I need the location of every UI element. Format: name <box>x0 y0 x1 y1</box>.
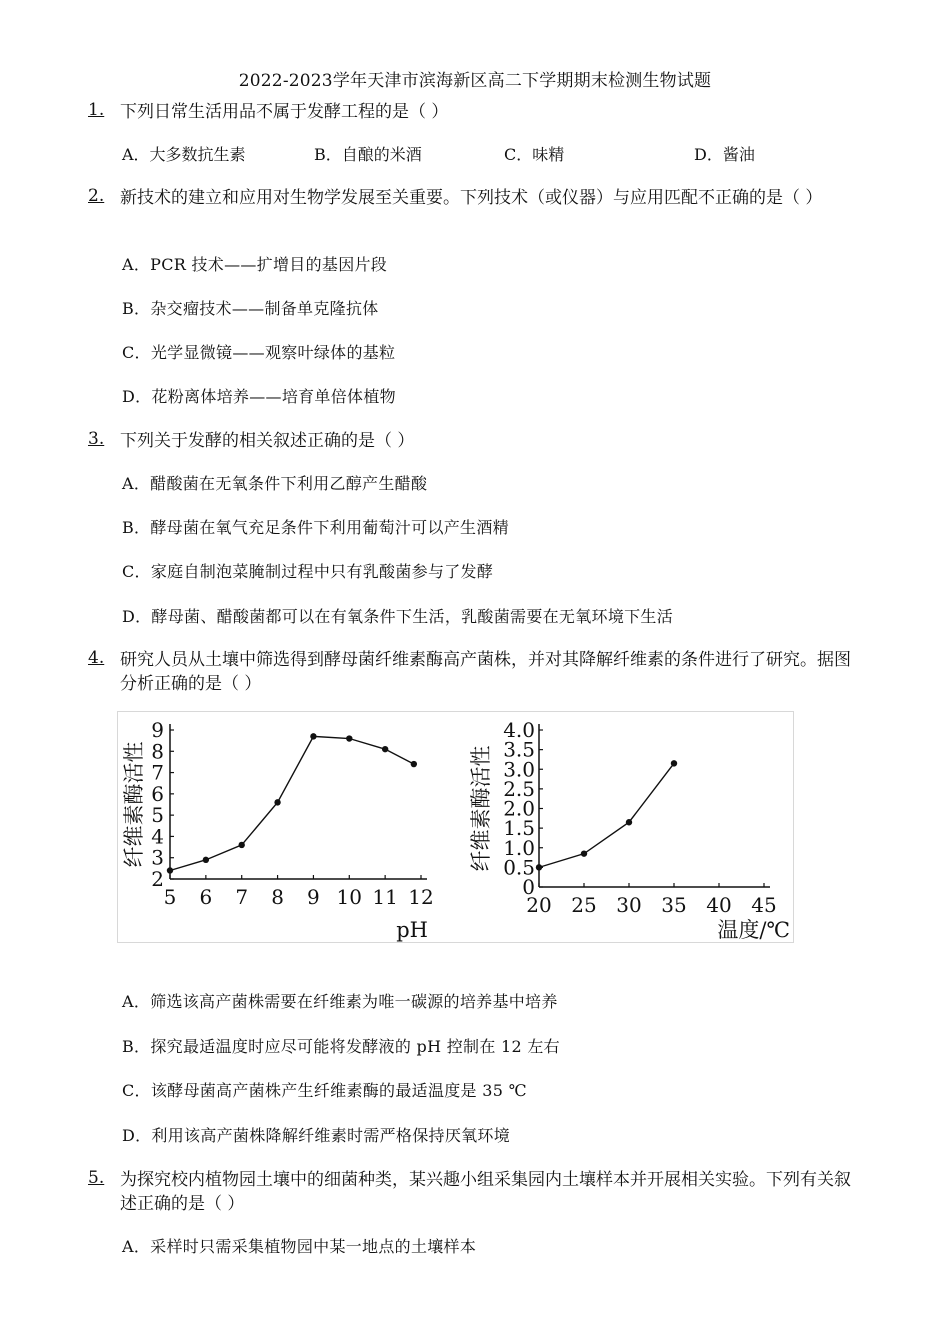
x-tick-label: 12 <box>408 885 434 909</box>
y-tick-label: 3 <box>151 845 164 870</box>
option-a: A．PCR 技术——扩增目的基因片段 <box>122 255 388 274</box>
data-point <box>239 842 245 848</box>
option-d: D．花粉离体培养——培育单倍体植物 <box>122 387 396 406</box>
x-tick-label: 20 <box>526 893 552 917</box>
y-tick-label: 9 <box>151 718 164 742</box>
question-number: 2. <box>88 186 105 206</box>
y-tick-label: 6 <box>151 781 164 806</box>
option-a: A．大多数抗生素 <box>122 145 246 164</box>
x-axis-label: 温度/℃ <box>717 918 790 942</box>
y-tick-label: 0.5 <box>503 855 535 880</box>
question-stem: 下列日常生活用品不属于发酵工程的是（ ） <box>120 102 449 122</box>
option-a: A．筛选该高产菌株需要在纤维素为唯一碳源的培养基中培养 <box>122 992 558 1011</box>
series-line <box>539 763 674 867</box>
figure-charts <box>117 711 794 943</box>
option-b: B．酵母菌在氧气充足条件下利用葡萄汁可以产生酒精 <box>122 518 509 537</box>
x-tick-label: 35 <box>661 893 687 917</box>
option-a: A．醋酸菌在无氧条件下利用乙醇产生醋酸 <box>122 474 428 493</box>
option-a: A．采样时只需采集植物园中某一地点的土壤样本 <box>122 1237 477 1256</box>
question-stem: 研究人员从土壤中筛选得到酵母菌纤维素酶高产菌株，并对其降解纤维素的条件进行了研究。据图分析正确的是（ ） <box>120 650 851 694</box>
option-b: B．自酿的米酒 <box>314 145 422 164</box>
option-c: C．味精 <box>504 145 565 164</box>
question-stem: 下列关于发酵的相关叙述正确的是（ ） <box>120 431 415 451</box>
y-tick-label: 2.5 <box>503 776 535 801</box>
y-tick-label: 3.0 <box>503 757 535 782</box>
question-number: 5. <box>88 1168 105 1188</box>
question-stem: 新技术的建立和应用对生物学发展至关重要。下列技术（或仪器）与应用匹配不正确的是（ ） <box>120 188 823 208</box>
x-tick-label: 30 <box>616 893 642 917</box>
x-tick-label: 8 <box>271 885 284 909</box>
option-c: C．该酵母菌高产菌株产生纤维素酶的最适温度是 35 ℃ <box>122 1081 527 1100</box>
question-number: 1. <box>88 100 105 120</box>
x-axis-label: pH <box>396 918 428 942</box>
y-axis-label: 纤维素酶活性 <box>122 741 146 868</box>
option-d: D．酱油 <box>694 145 755 164</box>
series-line <box>170 736 414 870</box>
data-point <box>626 819 632 825</box>
data-point <box>411 761 417 767</box>
y-tick-label: 4.0 <box>503 718 535 742</box>
question-number: 4. <box>88 648 105 668</box>
y-tick-label: 1.5 <box>503 816 535 841</box>
y-tick-label: 1.0 <box>503 835 535 860</box>
data-point <box>274 799 280 805</box>
option-d: D．利用该高产菌株降解纤维素时需严格保持厌氧环境 <box>122 1126 511 1145</box>
data-point <box>310 733 316 739</box>
data-point <box>203 857 209 863</box>
option-d: D．酵母菌、醋酸菌都可以在有氧条件下生活，乳酸菌需要在无氧环境下生活 <box>122 607 674 626</box>
data-point <box>671 760 677 766</box>
x-tick-label: 45 <box>751 893 777 917</box>
page-title: 2022-2023学年天津市滨海新区高二下学期期末检测生物试题 <box>238 71 712 91</box>
x-tick-label: 9 <box>307 885 320 909</box>
y-tick-label: 2.0 <box>503 796 535 821</box>
data-point <box>167 867 173 873</box>
question-stem: 为探究校内植物园土壤中的细菌种类，某兴趣小组采集园内土壤样本并开展相关实验。下列有关叙述正确的是（ ） <box>120 1170 851 1214</box>
y-tick-label: 0 <box>522 875 535 899</box>
option-c: C．家庭自制泡菜腌制过程中只有乳酸菌参与了发酵 <box>122 562 494 581</box>
y-tick-label: 2 <box>151 867 164 891</box>
question-number: 3. <box>88 429 105 449</box>
data-point <box>581 850 587 856</box>
x-tick-label: 11 <box>372 885 398 909</box>
option-b: B．杂交瘤技术——制备单克隆抗体 <box>122 299 379 318</box>
y-tick-label: 3.5 <box>503 737 535 762</box>
x-tick-label: 40 <box>706 893 732 917</box>
x-tick-label: 5 <box>163 885 177 909</box>
data-point <box>382 746 388 752</box>
y-axis-label: 纤维素酶活性 <box>469 745 493 872</box>
x-tick-label: 7 <box>235 885 249 909</box>
y-tick-label: 8 <box>151 739 164 764</box>
x-tick-label: 25 <box>571 893 597 917</box>
y-tick-label: 5 <box>151 803 164 828</box>
y-tick-label: 7 <box>151 760 164 785</box>
data-point <box>536 864 542 870</box>
charts-svg <box>118 712 793 942</box>
x-tick-label: 6 <box>199 885 213 909</box>
option-c: C．光学显微镜——观察叶绿体的基粒 <box>122 343 396 362</box>
data-point <box>346 735 352 741</box>
y-tick-label: 4 <box>151 824 164 849</box>
x-tick-label: 10 <box>336 885 363 909</box>
option-b: B．探究最适温度时应尽可能将发酵液的 pH 控制在 12 左右 <box>122 1037 560 1056</box>
